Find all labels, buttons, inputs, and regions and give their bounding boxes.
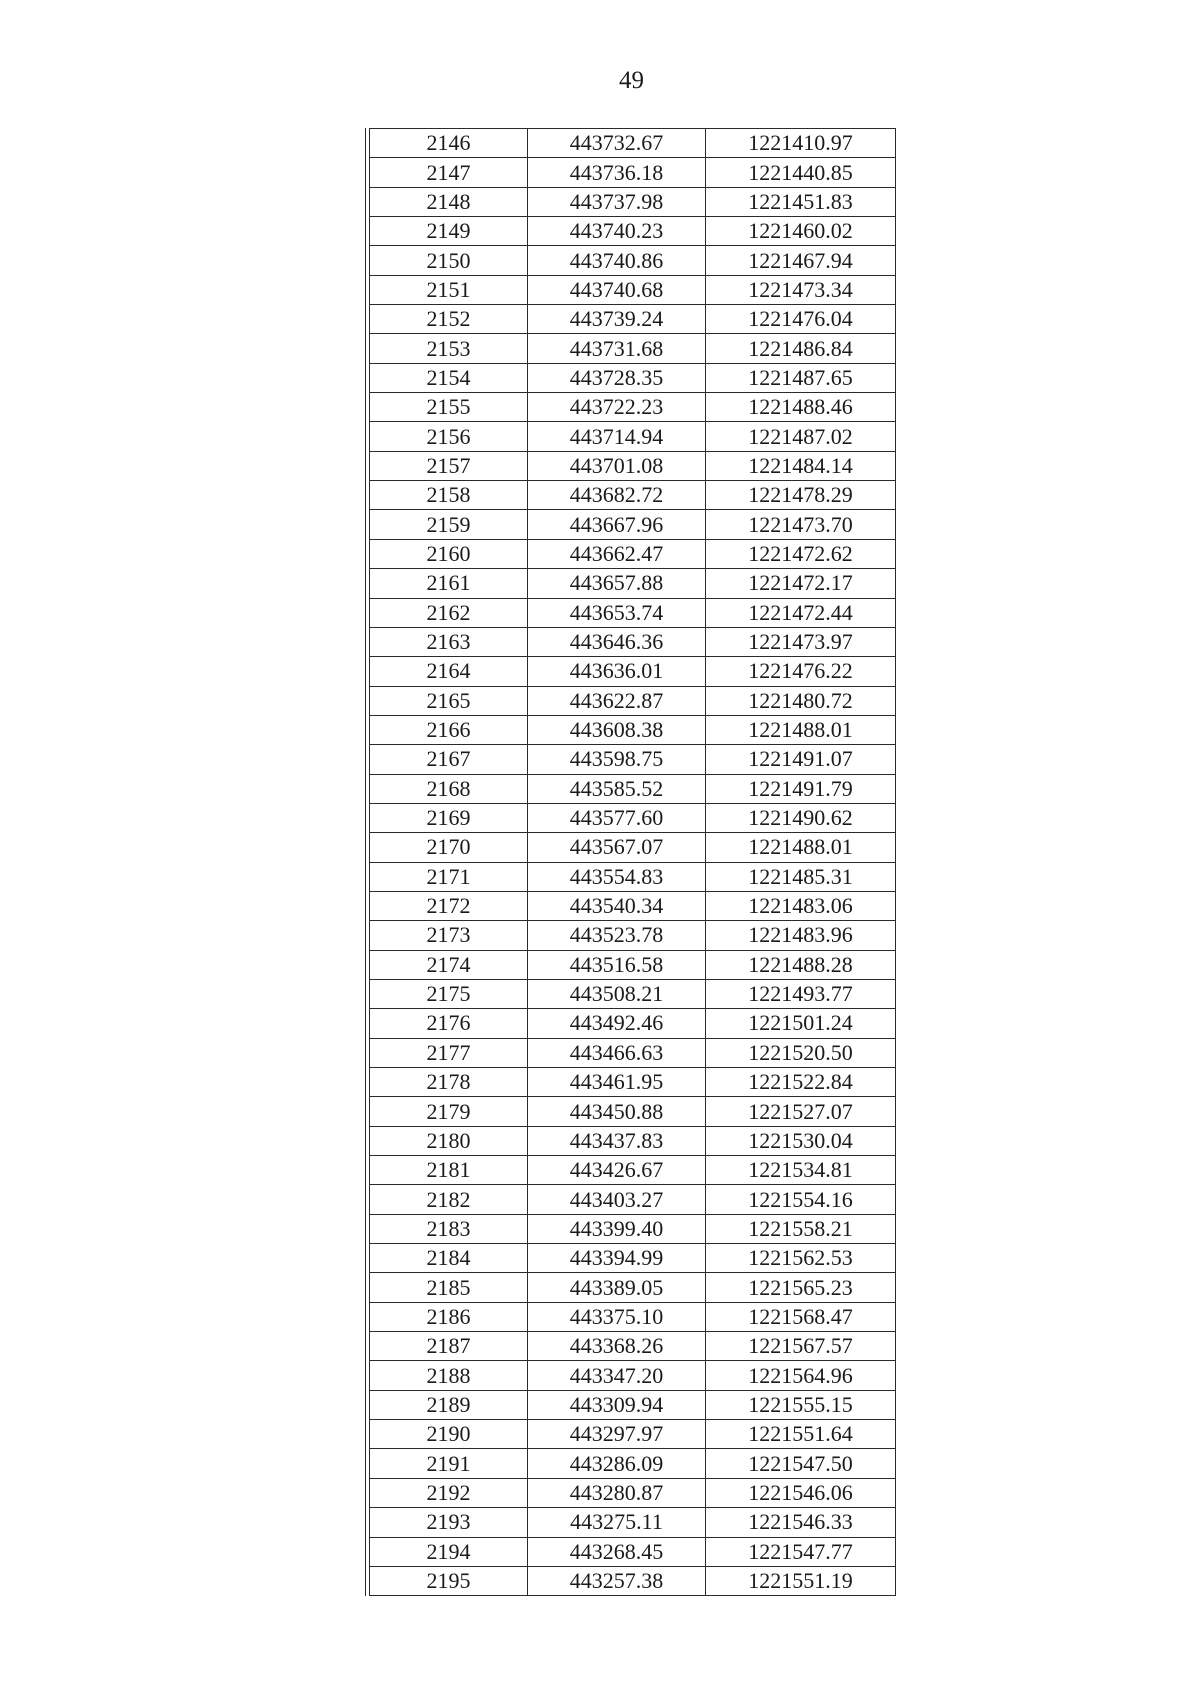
y-coordinate-cell: 1221476.22 [706,657,896,686]
point-number-cell: 2189 [370,1390,528,1419]
table-row [370,1185,896,1214]
table-row [370,627,896,656]
x-coordinate-cell: 443598.75 [528,745,706,774]
x-coordinate-cell: 443399.40 [528,1214,706,1243]
point-number-cell: 2160 [370,539,528,568]
y-coordinate-cell: 1221487.65 [706,363,896,392]
y-coordinate-cell: 1221551.64 [706,1420,896,1449]
table-row [370,451,896,480]
point-number-cell: 2159 [370,510,528,539]
y-coordinate-cell: 1221568.47 [706,1302,896,1331]
x-coordinate-cell: 443736.18 [528,158,706,187]
point-number-cell: 2194 [370,1537,528,1566]
x-coordinate-cell: 443739.24 [528,305,706,334]
point-number-cell: 2165 [370,686,528,715]
y-coordinate-cell: 1221484.14 [706,451,896,480]
x-coordinate-cell: 443437.83 [528,1126,706,1155]
x-coordinate-cell: 443389.05 [528,1273,706,1302]
point-number-cell: 2185 [370,1273,528,1302]
table-row [370,1566,896,1595]
x-coordinate-cell: 443737.98 [528,187,706,216]
x-coordinate-cell: 443608.38 [528,715,706,744]
x-coordinate-cell: 443280.87 [528,1478,706,1507]
x-coordinate-cell: 443450.88 [528,1097,706,1126]
y-coordinate-cell: 1221488.46 [706,393,896,422]
point-number-cell: 2147 [370,158,528,187]
y-coordinate-cell: 1221551.19 [706,1566,896,1595]
x-coordinate-cell: 443701.08 [528,451,706,480]
point-number-cell: 2173 [370,921,528,950]
table-row [370,921,896,950]
y-coordinate-cell: 1221472.44 [706,598,896,627]
y-coordinate-cell: 1221485.31 [706,862,896,891]
point-number-cell: 2153 [370,334,528,363]
point-number-cell: 2183 [370,1214,528,1243]
x-coordinate-cell: 443722.23 [528,393,706,422]
point-number-cell: 2157 [370,451,528,480]
x-coordinate-cell: 443540.34 [528,891,706,920]
table-row [370,510,896,539]
y-coordinate-cell: 1221460.02 [706,217,896,246]
point-number-cell: 2167 [370,745,528,774]
table-row [370,774,896,803]
x-coordinate-cell: 443461.95 [528,1068,706,1097]
x-coordinate-cell: 443257.38 [528,1566,706,1595]
table-row [370,1273,896,1302]
x-coordinate-cell: 443554.83 [528,862,706,891]
y-coordinate-cell: 1221467.94 [706,246,896,275]
x-coordinate-cell: 443728.35 [528,363,706,392]
y-coordinate-cell: 1221478.29 [706,481,896,510]
point-number-cell: 2148 [370,187,528,216]
table-row [370,715,896,744]
x-coordinate-cell: 443309.94 [528,1390,706,1419]
x-coordinate-cell: 443646.36 [528,627,706,656]
table-row [370,1449,896,1478]
table-row [370,129,896,158]
x-coordinate-cell: 443286.09 [528,1449,706,1478]
x-coordinate-cell: 443394.99 [528,1244,706,1273]
table-row [370,862,896,891]
point-number-cell: 2161 [370,569,528,598]
x-coordinate-cell: 443577.60 [528,803,706,832]
y-coordinate-cell: 1221488.01 [706,715,896,744]
point-number-cell: 2152 [370,305,528,334]
table-row [370,539,896,568]
coordinates-table [369,128,896,1596]
y-coordinate-cell: 1221486.84 [706,334,896,363]
y-coordinate-cell: 1221527.07 [706,1097,896,1126]
point-number-cell: 2155 [370,393,528,422]
y-coordinate-cell: 1221547.77 [706,1537,896,1566]
table-row [370,1390,896,1419]
point-number-cell: 2150 [370,246,528,275]
x-coordinate-cell: 443347.20 [528,1361,706,1390]
table-row [370,1156,896,1185]
y-coordinate-cell: 1221488.01 [706,833,896,862]
x-coordinate-cell: 443636.01 [528,657,706,686]
point-number-cell: 2195 [370,1566,528,1595]
table-row [370,745,896,774]
table-row [370,1420,896,1449]
table-row [370,1244,896,1273]
y-coordinate-cell: 1221483.96 [706,921,896,950]
x-coordinate-cell: 443653.74 [528,598,706,627]
x-coordinate-cell: 443740.23 [528,217,706,246]
point-number-cell: 2171 [370,862,528,891]
table-row [370,1214,896,1243]
point-number-cell: 2184 [370,1244,528,1273]
x-coordinate-cell: 443567.07 [528,833,706,862]
point-number-cell: 2177 [370,1038,528,1067]
y-coordinate-cell: 1221480.72 [706,686,896,715]
y-coordinate-cell: 1221520.50 [706,1038,896,1067]
point-number-cell: 2176 [370,1009,528,1038]
point-number-cell: 2188 [370,1361,528,1390]
y-coordinate-cell: 1221534.81 [706,1156,896,1185]
table-row [370,1126,896,1155]
point-number-cell: 2192 [370,1478,528,1507]
x-coordinate-cell: 443268.45 [528,1537,706,1566]
coordinates-table-container [369,128,895,1596]
table-row [370,1068,896,1097]
y-coordinate-cell: 1221547.50 [706,1449,896,1478]
point-number-cell: 2190 [370,1420,528,1449]
x-coordinate-cell: 443740.68 [528,275,706,304]
point-number-cell: 2172 [370,891,528,920]
point-number-cell: 2154 [370,363,528,392]
point-number-cell: 2170 [370,833,528,862]
x-coordinate-cell: 443585.52 [528,774,706,803]
table-row [370,422,896,451]
point-number-cell: 2178 [370,1068,528,1097]
table-row [370,1302,896,1331]
x-coordinate-cell: 443403.27 [528,1185,706,1214]
x-coordinate-cell: 443275.11 [528,1508,706,1537]
y-coordinate-cell: 1221476.04 [706,305,896,334]
x-coordinate-cell: 443297.97 [528,1420,706,1449]
table-row [370,569,896,598]
point-number-cell: 2151 [370,275,528,304]
table-row [370,217,896,246]
table-row [370,1361,896,1390]
x-coordinate-cell: 443732.67 [528,129,706,158]
point-number-cell: 2182 [370,1185,528,1214]
y-coordinate-cell: 1221491.07 [706,745,896,774]
x-coordinate-cell: 443731.68 [528,334,706,363]
x-coordinate-cell: 443508.21 [528,979,706,1008]
point-number-cell: 2193 [370,1508,528,1537]
table-row [370,305,896,334]
table-row [370,1478,896,1507]
y-coordinate-cell: 1221493.77 [706,979,896,1008]
point-number-cell: 2149 [370,217,528,246]
x-coordinate-cell: 443714.94 [528,422,706,451]
y-coordinate-cell: 1221530.04 [706,1126,896,1155]
table-row [370,686,896,715]
point-number-cell: 2163 [370,627,528,656]
x-coordinate-cell: 443368.26 [528,1332,706,1361]
y-coordinate-cell: 1221483.06 [706,891,896,920]
point-number-cell: 2158 [370,481,528,510]
x-coordinate-cell: 443466.63 [528,1038,706,1067]
y-coordinate-cell: 1221522.84 [706,1068,896,1097]
x-coordinate-cell: 443492.46 [528,1009,706,1038]
y-coordinate-cell: 1221490.62 [706,803,896,832]
point-number-cell: 2156 [370,422,528,451]
point-number-cell: 2180 [370,1126,528,1155]
point-number-cell: 2191 [370,1449,528,1478]
table-row [370,481,896,510]
table-row [370,187,896,216]
y-coordinate-cell: 1221562.53 [706,1244,896,1273]
point-number-cell: 2169 [370,803,528,832]
table-row [370,598,896,627]
x-coordinate-cell: 443657.88 [528,569,706,598]
y-coordinate-cell: 1221440.85 [706,158,896,187]
page-number: 49 [619,67,644,94]
y-coordinate-cell: 1221487.02 [706,422,896,451]
table-row [370,833,896,862]
y-coordinate-cell: 1221555.15 [706,1390,896,1419]
y-coordinate-cell: 1221472.17 [706,569,896,598]
table-row [370,246,896,275]
y-coordinate-cell: 1221558.21 [706,1214,896,1243]
y-coordinate-cell: 1221473.70 [706,510,896,539]
point-number-cell: 2181 [370,1156,528,1185]
point-number-cell: 2166 [370,715,528,744]
table-row [370,1332,896,1361]
y-coordinate-cell: 1221501.24 [706,1009,896,1038]
y-coordinate-cell: 1221565.23 [706,1273,896,1302]
y-coordinate-cell: 1221567.57 [706,1332,896,1361]
y-coordinate-cell: 1221554.16 [706,1185,896,1214]
point-number-cell: 2164 [370,657,528,686]
table-row [370,891,896,920]
point-number-cell: 2179 [370,1097,528,1126]
y-coordinate-cell: 1221451.83 [706,187,896,216]
x-coordinate-cell: 443740.86 [528,246,706,275]
table-row [370,393,896,422]
table-row [370,1009,896,1038]
y-coordinate-cell: 1221473.97 [706,627,896,656]
y-coordinate-cell: 1221546.33 [706,1508,896,1537]
table-row [370,1097,896,1126]
y-coordinate-cell: 1221564.96 [706,1361,896,1390]
y-coordinate-cell: 1221491.79 [706,774,896,803]
y-coordinate-cell: 1221488.28 [706,950,896,979]
x-coordinate-cell: 443523.78 [528,921,706,950]
coordinates-table-body [370,129,896,1596]
point-number-cell: 2146 [370,129,528,158]
point-number-cell: 2186 [370,1302,528,1331]
table-row [370,1537,896,1566]
table-row [370,334,896,363]
x-coordinate-cell: 443667.96 [528,510,706,539]
y-coordinate-cell: 1221410.97 [706,129,896,158]
point-number-cell: 2175 [370,979,528,1008]
x-coordinate-cell: 443622.87 [528,686,706,715]
y-coordinate-cell: 1221472.62 [706,539,896,568]
y-coordinate-cell: 1221546.06 [706,1478,896,1507]
x-coordinate-cell: 443516.58 [528,950,706,979]
x-coordinate-cell: 443662.47 [528,539,706,568]
x-coordinate-cell: 443375.10 [528,1302,706,1331]
point-number-cell: 2187 [370,1332,528,1361]
y-coordinate-cell: 1221473.34 [706,275,896,304]
table-row [370,158,896,187]
point-number-cell: 2168 [370,774,528,803]
table-row [370,1038,896,1067]
table-row [370,950,896,979]
table-row [370,363,896,392]
x-coordinate-cell: 443426.67 [528,1156,706,1185]
table-row [370,803,896,832]
table-row [370,275,896,304]
point-number-cell: 2174 [370,950,528,979]
table-row [370,657,896,686]
table-row [370,979,896,1008]
point-number-cell: 2162 [370,598,528,627]
x-coordinate-cell: 443682.72 [528,481,706,510]
table-row [370,1508,896,1537]
